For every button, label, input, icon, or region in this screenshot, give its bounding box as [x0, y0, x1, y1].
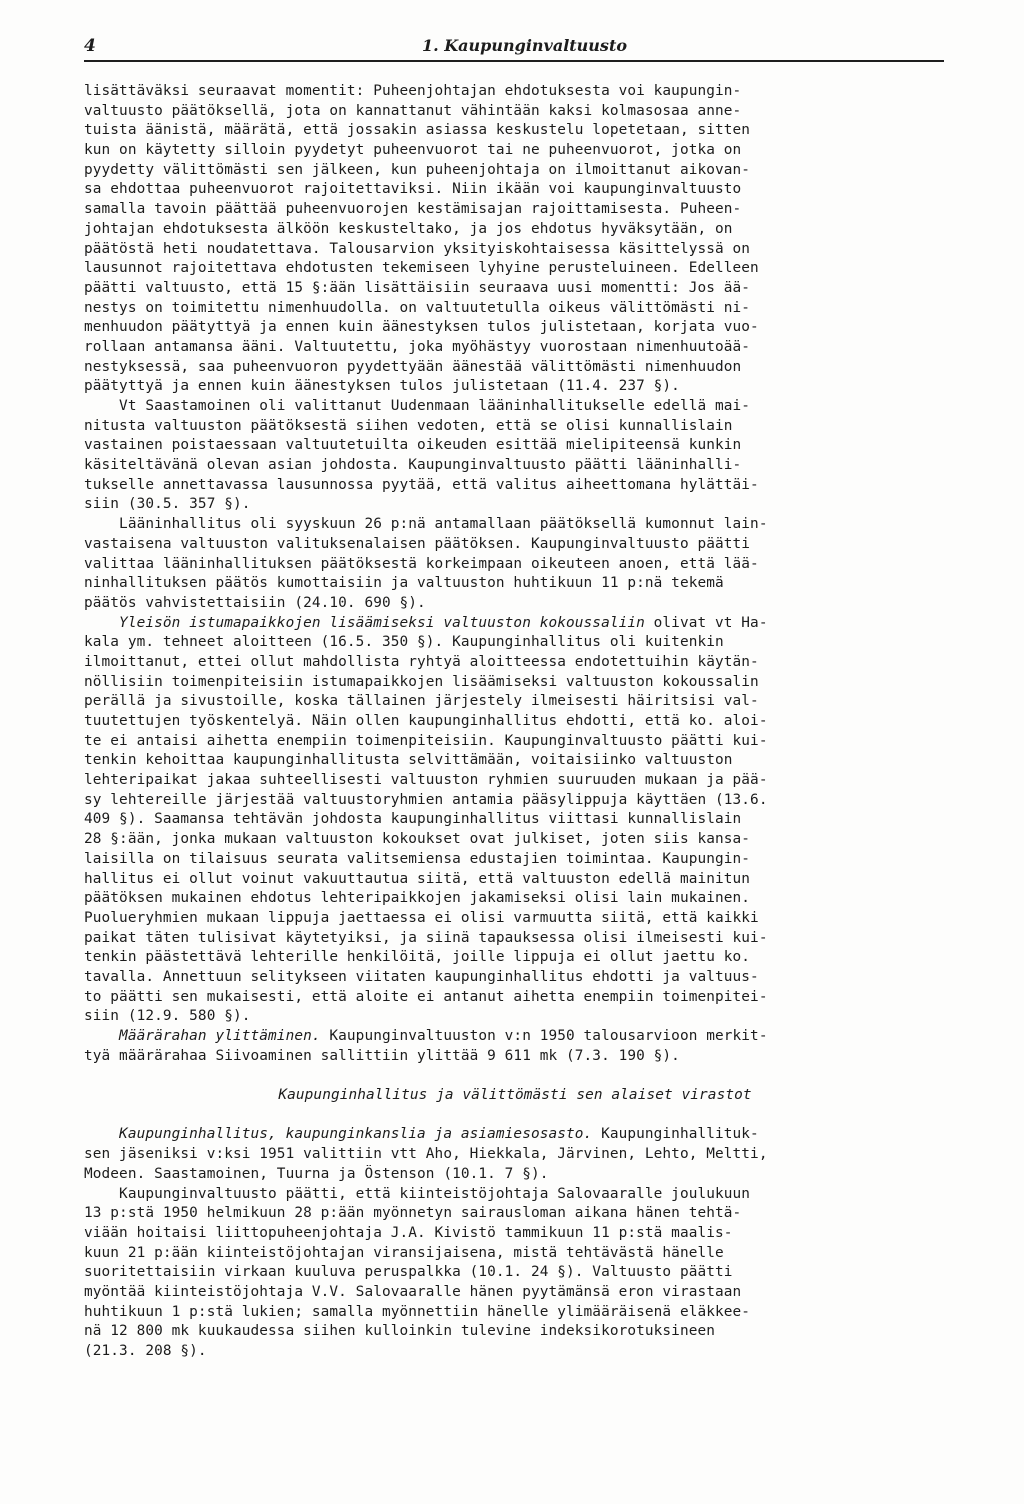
document-body [84, 82, 946, 1362]
text-line: menhuudon päätyttyä ja ennen kuin äänestyksen tulos julistetaan, korjata vuo- [84, 319, 759, 336]
text-line: myöntää kiinteistöjohtaja V.V. Salovaaralle hänen pyytämänsä eron virastaan [84, 1283, 742, 1300]
text-line: päätöstä heti noudatettava. Talousarvion yksityiskohtaisessa käsittelyssä on [84, 240, 751, 257]
text-line [84, 1106, 946, 1126]
text-line: kala ym. tehneet aloitteen (16.5. 350 §). Kaupunginhallitus oli kuitenkin [84, 634, 724, 651]
text-line: te ei antaisi aihetta enempiin toimenpiteisiin. Kaupunginvaltuusto päätti kui- [84, 732, 768, 749]
section-heading: Kaupunginhallitus ja välittömästi sen alaiset virastot [278, 1087, 752, 1104]
text-line: kun on käytetty silloin pyydetyt puheenvuorot tai ne puheenvuorot, jotka on [84, 142, 742, 159]
text-run: Kaupunginvaltuuston v:n 1950 talousarvioon merkit- [320, 1028, 768, 1044]
text-line: tavalla. Annettuun selitykseen viitaten kaupunginhallitus ehdotti ja valtuus- [84, 968, 759, 985]
text-line: nestyksessä, saa puheenvuoron pyydettyään äänestää välittömästi nimenhuudon [84, 358, 742, 375]
text-line: suoritettaisiin virkaan kuuluva peruspalkka (10.1. 24 §). Valtuusto päätti [84, 1264, 733, 1281]
text-line: ilmoittanut, ettei ollut mahdollista ryhtyä aloitteessa endotettuihin käytän- [84, 653, 759, 670]
text-line [84, 1066, 946, 1086]
text-line: vastaisena valtuuston valituksenalaisen päätöksen. Kaupunginvaltuusto päätti [84, 535, 751, 552]
text-line: sen jäseniksi v:ksi 1951 valittiin vtt Aho, Hiekkala, Järvinen, Lehto, Meltti, [84, 1146, 768, 1163]
text-line: Puolueryhmien mukaan lippuja jaettaessa ei olisi varmuutta siitä, että kaikki [84, 909, 759, 926]
text-line: Kaupunginvaltuusto päätti, että kiinteistöjohtaja Salovaaralle joulukuun [84, 1185, 751, 1202]
text-line: päätöksen mukainen ehdotus lehteripaikkojen jakamiseksi olisi lain mukainen. [84, 890, 751, 907]
text-line: samalla tavoin päättää puheenvuorojen kestämisajan rajoittamisesta. Puheen- [84, 201, 742, 218]
text-line: valittaa lääninhallituksen päätöksestä korkeimpaan oikeuteen anoen, että lää- [84, 555, 759, 572]
text-line: siin (12.9. 580 §). [84, 1008, 251, 1025]
text-line: käsiteltävänä olevan asian johdosta. Kaupunginvaltuusto päätti lääninhalli- [84, 457, 742, 474]
text-line: valtuusto päätöksellä, jota on kannattanut vähintään kaksi kolmasosaa anne- [84, 102, 742, 119]
text-line: pyydetty välittömästi sen jälkeen, kun puheenjohtaja on ilmoittanut aikovan- [84, 161, 751, 178]
text-line: sa ehdottaa puheenvuorot rajoitettaviksi. Niin ikään voi kaupunginvaltuusto [84, 181, 742, 198]
text-line: lehteripaikat jakaa suhteellisesti valtuuston ryhmien suuruuden mukaan ja pää- [84, 772, 768, 789]
text-line: sy lehtereille järjestää valtuustoryhmien antamia pääsylippuja käyttäen (13.6. [84, 791, 768, 808]
text-line: tuutettujen työskentelyä. Näin ollen kaupunginhallitus ehdotti, että ko. aloi- [84, 713, 768, 729]
text-line: 409 §). Saamansa tehtävän johdosta kaupunginhallitus viittasi kunnallislain [84, 811, 742, 828]
text-line: tuista äänistä, määrätä, että jossakin asiassa keskustelu lopetetaan, sitten [84, 122, 751, 139]
text-line: tyä määrärahaa Siivoaminen sallittiin ylittää 9 611 mk (7.3. 190 §). [84, 1047, 680, 1064]
text-line: rollaan antamansa ääni. Valtuutettu, joka myöhästyy vuorostaan nimenhuutoää- [84, 338, 751, 355]
text-run: olivat vt Ha- [644, 614, 768, 631]
text-line: päätti valtuusto, että 15 §:ään lisättäisiin seuraava uusi momentti: Jos ää- [84, 279, 751, 296]
text-run: Kaupunginhallituk- [592, 1126, 759, 1143]
italic-run-in-heading: Määrärahan ylittäminen. [84, 1028, 321, 1044]
text-line: johtajan ehdotuksesta älköön keskusteltako, ja jos ehdotus hyväksytään, on [84, 220, 733, 237]
text-line: tenkin päästettävä lehterille henkilöitä, joille lippuja ei ollut jaettu ko. [84, 949, 751, 966]
text-line: nestys on toimitettu nimenhuudolla. on valtuutetulla oikeus välittömästi ni- [84, 299, 751, 316]
text-line: lisättäväksi seuraavat momentit: Puheenjohtajan ehdotuksesta voi kaupungin- [84, 83, 742, 99]
italic-run-in-heading: Yleisön istumapaikkojen lisäämiseksi valtuuston kokoussaliin [84, 614, 645, 631]
text-line: nitusta valtuuston päätöksestä siihen vedoten, että se olisi kunnallislain [84, 417, 733, 434]
text-line: lausunnot rajoitettava ehdotusten tekemiseen lyhyine perusteluineen. Edelleen [84, 260, 759, 277]
text-line: nä 12 800 mk kuukaudessa siihen kulloinkin tulevine indeksikorotuksineen [84, 1323, 715, 1340]
text-line: 13 p:stä 1950 helmikuun 28 p:ään myönnetyn sairausloman aikana hänen tehtä- [84, 1205, 742, 1222]
text-line: päätyttyä ja ennen kuin äänestyksen tulos julistetaan (11.4. 237 §). [84, 378, 680, 395]
text-line: vastainen poistaessaan valtuutetuilta oikeuden esittää mielipiteensä kunkin [84, 437, 742, 454]
page-number: 4 [84, 36, 96, 56]
text-line: hallitus ei ollut voinut vakuuttautua siitä, että valtuuston edellä mainitun [84, 870, 751, 887]
text-line: ninhallituksen päätös kumottaisiin ja valtuuston huhtikuun 11 p:nä tekemä [84, 575, 724, 592]
text-line: 28 §:ään, jonka mukaan valtuuston kokoukset ovat julkiset, joten siis kansa- [84, 831, 751, 848]
running-title: 1. Kaupunginvaltuusto [422, 36, 627, 55]
text-line: to päätti sen mukaisesti, että aloite ei antanut aihetta enempiin toimenpitei- [84, 988, 768, 1005]
text-line: kuun 21 p:ään kiinteistöjohtajan viransijaisena, mistä tehtävästä hänelle [84, 1244, 724, 1261]
text-line [84, 1027, 946, 1047]
text-line: siin (30.5. 357 §). [84, 496, 251, 513]
italic-run-in-heading: Kaupunginhallitus, kaupunginkanslia ja asiamiesosasto. [84, 1126, 593, 1143]
text-line: Lääninhallitus oli syyskuun 26 p:nä antamallaan päätöksellä kumonnut lain- [84, 516, 768, 533]
text-line [84, 614, 946, 634]
text-line [84, 1125, 946, 1145]
page-header [84, 30, 944, 62]
text-line: viään hoitaisi liittopuheenjohtaja J.A. Kivistö tammikuun 11 p:stä maalis- [84, 1224, 733, 1241]
text-line: tukselle annettavassa lausunnossa pyytää, että valitus aiheettomana hylättäi- [84, 476, 759, 493]
text-line: päätös vahvistettaisiin (24.10. 690 §). [84, 594, 426, 611]
text-line: laisilla on tilaisuus seurata valitsemiensa edustajien toimintaa. Kaupungin- [84, 850, 751, 867]
text-line: Modeen. Saastamoinen, Tuurna ja Östenson (10.1. 7 §). [84, 1165, 549, 1182]
text-line: (21.3. 208 §). [84, 1343, 207, 1359]
text-line: tenkin kehoittaa kaupunginhallitusta selvittämään, voitaisiinko valtuuston [84, 752, 733, 769]
text-line: paikat täten tulisivat käytetyiksi, ja siinä tapauksessa olisi ilmeisesti kui- [84, 929, 768, 946]
text-line: huhtikuun 1 p:stä lukien; samalla myönnettiin hänelle ylimääräisenä eläkkee- [84, 1303, 751, 1320]
text-line: Vt Saastamoinen oli valittanut Uudenmaan lääninhallitukselle edellä mai- [84, 398, 751, 414]
text-line: nöllisiin toimenpiteisiin istumapaikkojen lisäämiseksi valtuuston kokoussalin [84, 673, 759, 690]
text-line: perällä ja sivustoille, koska tällainen järjestely ilmeisesti häiritsisi val- [84, 693, 759, 710]
